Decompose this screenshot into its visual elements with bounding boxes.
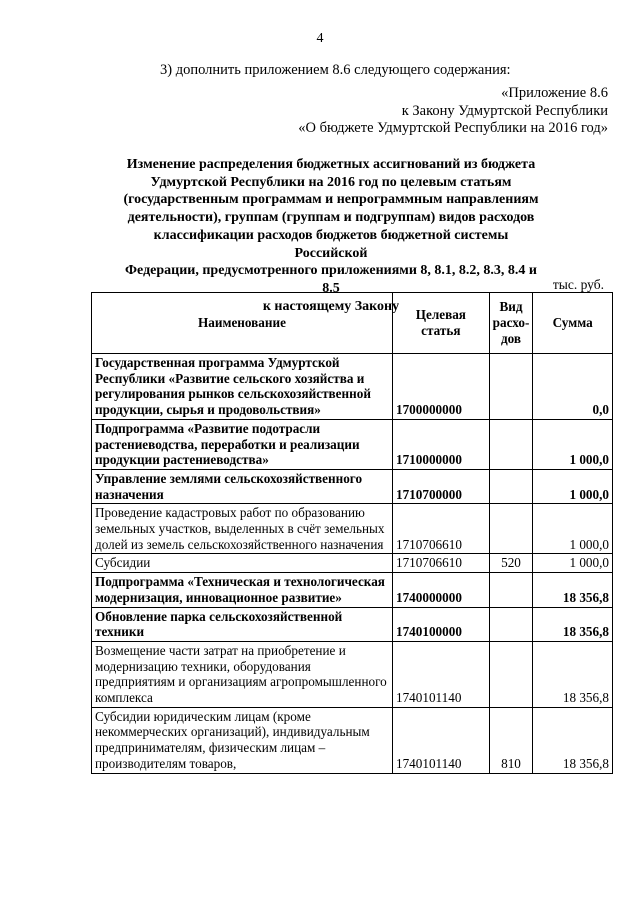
row-code: 1740101140 — [392, 641, 489, 707]
table-row — [92, 607, 613, 641]
header-name: Наименование — [92, 293, 393, 354]
row-code: 1740100000 — [392, 607, 489, 641]
table-header-row — [92, 293, 613, 354]
table-row — [92, 469, 613, 503]
row-name: Подпрограмма «Развитие подотрасли растениеводства, переработки и реализации продукции растениеводства» — [92, 419, 393, 469]
row-code: 1700000000 — [392, 354, 489, 420]
header-sum: Сумма — [533, 293, 613, 354]
row-code: 1710706610 — [392, 504, 489, 554]
row-name: Государственная программа Удмуртской Республики «Развитие сельского хозяйства и регулирования рынков сельскохозяйственной продукции, сырья и продовольствия» — [92, 354, 393, 420]
row-kind — [489, 607, 533, 641]
row-sum: 1 000,0 — [533, 419, 613, 469]
row-name: Субсидии — [92, 554, 393, 573]
row-code: 1740101140 — [392, 707, 489, 773]
heading-line: Изменение распределения бюджетных ассигнований из бюджета — [126, 157, 536, 172]
table-row — [92, 554, 613, 573]
row-name: Субсидии юридическим лицам (кроме некоммерческих организаций), индивидуальным предпринимателям, физическим лицам – производителям товаров, — [92, 707, 393, 773]
appendix-reference — [298, 85, 608, 138]
table-row — [92, 573, 613, 607]
row-name: Подпрограмма «Техническая и технологическая модернизация, инновационное развитие» — [92, 573, 393, 607]
row-sum: 18 356,8 — [533, 641, 613, 707]
intro-text: 3) дополнить приложением 8.6 следующего содержания: — [160, 62, 511, 78]
row-sum: 0,0 — [533, 354, 613, 420]
appendix-line: к Закону Удмуртской Республики — [401, 102, 608, 119]
row-sum: 18 356,8 — [533, 607, 613, 641]
header-code: Целевая статья — [392, 293, 489, 354]
row-kind — [489, 573, 533, 607]
row-code: 1740000000 — [392, 573, 489, 607]
heading-line: (государственным программам и непрограммным направлениям — [123, 192, 539, 208]
heading-line: к настоящему Закону — [262, 298, 400, 314]
row-kind — [489, 641, 533, 707]
heading-line: классификации расходов бюджетов бюджетной системы Российской — [153, 227, 509, 261]
row-sum: 1 000,0 — [533, 469, 613, 503]
table-row — [92, 504, 613, 554]
table-row — [92, 641, 613, 707]
row-sum: 18 356,8 — [533, 707, 613, 773]
budget-table — [91, 292, 613, 774]
row-kind — [489, 354, 533, 420]
row-sum: 1 000,0 — [533, 504, 613, 554]
heading-line: деятельности), группам (группам и подгруппам) видов расходов — [127, 210, 535, 226]
heading-line: Удмуртской Республики на 2016 год по целевым статьям — [150, 174, 512, 190]
row-code: 1710706610 — [392, 554, 489, 573]
row-kind — [489, 419, 533, 469]
header-kind: Вид расхо-дов — [489, 293, 533, 354]
row-name: Обновление парка сельскохозяйственной техники — [92, 607, 393, 641]
table-row — [92, 707, 613, 773]
row-code: 1710700000 — [392, 469, 489, 503]
row-name: Проведение кадастровых работ по образованию земельных участков, выделенных в счёт земельных долей из земель сельскохозяйственного назначения — [92, 504, 393, 554]
row-kind: 520 — [489, 554, 533, 573]
row-code: 1710000000 — [392, 419, 489, 469]
row-name: Возмещение части затрат на приобретение и модернизацию техники, оборудования предприятиям и организациям агропромышленного комплекса — [92, 641, 393, 707]
unit-label: тыс. руб. — [552, 277, 604, 292]
appendix-line: «О бюджете Удмуртской Республики на 2016 год» — [298, 120, 608, 136]
row-sum: 18 356,8 — [533, 573, 613, 607]
table-row — [92, 354, 613, 420]
row-kind — [489, 469, 533, 503]
appendix-line: «Приложение 8.6 — [501, 85, 608, 101]
row-kind — [489, 504, 533, 554]
row-sum: 1 000,0 — [533, 554, 613, 573]
row-kind: 810 — [489, 707, 533, 773]
heading-line: Федерации, предусмотренного приложениями 8, 8.1, 8.2, 8.3, 8.4 и 8.5 — [125, 263, 537, 296]
row-name: Управление землями сельскохозяйственного назначения — [92, 469, 393, 503]
table-row — [92, 419, 613, 469]
page-number: 4 — [316, 31, 324, 46]
